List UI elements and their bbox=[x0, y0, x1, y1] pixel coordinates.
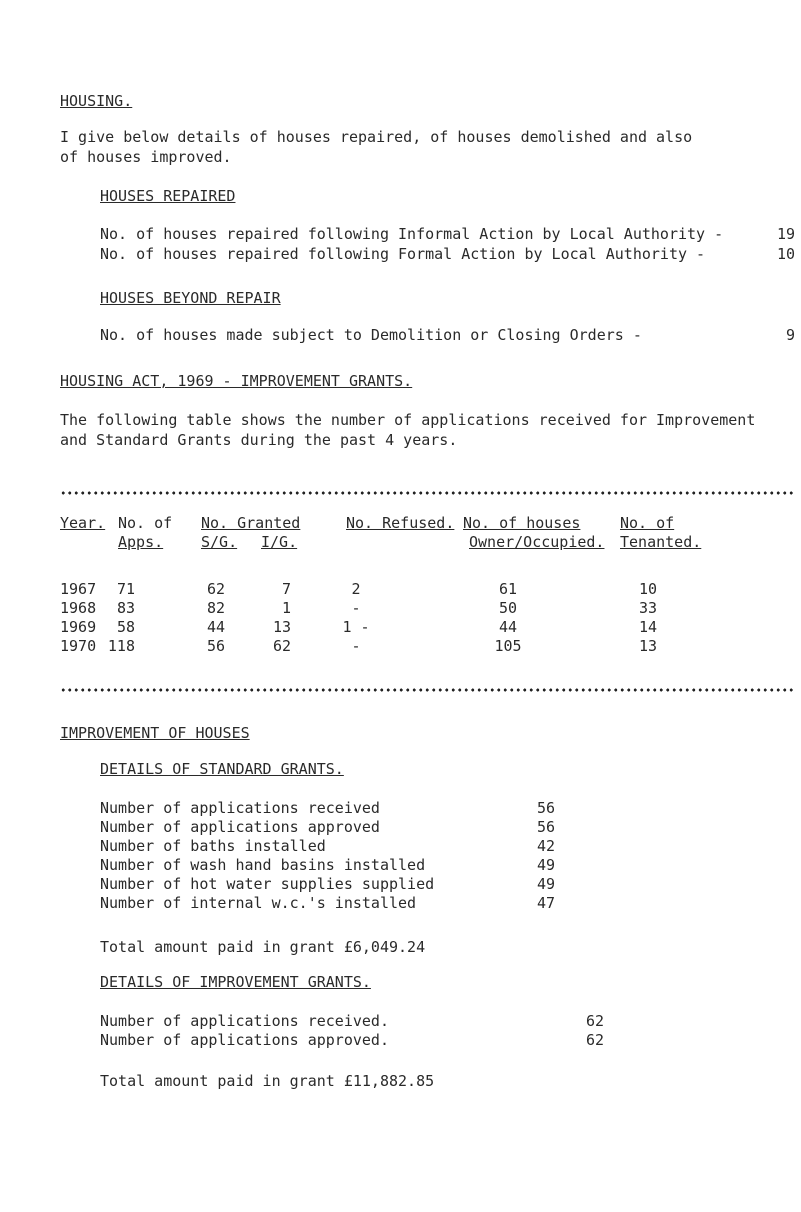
cell-tenanted: 13 bbox=[638, 637, 658, 655]
cell-owner: 61 bbox=[498, 580, 518, 598]
list-item-value: 47 bbox=[536, 894, 555, 912]
repaired-informal-value: 19 bbox=[776, 225, 795, 243]
cell-apps: 118 bbox=[107, 637, 135, 655]
list-item-label: Number of wash hand basins installed bbox=[100, 856, 426, 874]
cell-owner: 50 bbox=[498, 599, 518, 617]
standard-grants-total: Total amount paid in grant £6,049.24 bbox=[100, 938, 426, 956]
cell-year: 1970 bbox=[60, 637, 97, 655]
cell-ig: 62 bbox=[272, 637, 291, 655]
col-header-year: Year. bbox=[60, 514, 106, 532]
list-item-value: 49 bbox=[536, 875, 555, 893]
cell-sg: 82 bbox=[206, 599, 226, 617]
act-heading: HOUSING ACT, 1969 - IMPROVEMENT GRANTS. bbox=[60, 372, 413, 390]
improvement-grants-heading: DETAILS OF IMPROVEMENT GRANTS. bbox=[100, 973, 371, 991]
cell-refused: - bbox=[351, 637, 361, 655]
improvement-grants-total: Total amount paid in grant £11,882.85 bbox=[100, 1072, 435, 1090]
list-item-label: Number of hot water supplies supplied bbox=[100, 875, 435, 893]
standard-grants-heading: DETAILS OF STANDARD GRANTS. bbox=[100, 760, 344, 778]
cell-tenanted: 14 bbox=[638, 618, 658, 636]
cell-ig: 1 bbox=[281, 599, 291, 617]
repaired-informal-text: No. of houses repaired following Informal Action by Local Authority - bbox=[100, 225, 724, 243]
list-item-value: 62 bbox=[585, 1031, 604, 1049]
list-item-label: Number of applications approved. bbox=[100, 1031, 389, 1049]
col-header-apps-1: No. of bbox=[118, 514, 173, 532]
list-item-value: 56 bbox=[536, 799, 555, 817]
col-header-owner-2: Owner/Occupied. bbox=[469, 533, 605, 551]
cell-ig: 7 bbox=[281, 580, 291, 598]
cell-owner: 105 bbox=[494, 637, 522, 655]
col-header-tenanted-1: No. of bbox=[620, 514, 675, 532]
cell-year: 1967 bbox=[60, 580, 97, 598]
list-item-label: Number of applications received. bbox=[100, 1012, 389, 1030]
col-header-sg: S/G. bbox=[201, 533, 238, 551]
list-item-value: 42 bbox=[536, 837, 555, 855]
cell-refused: - bbox=[351, 599, 361, 617]
cell-sg: 44 bbox=[206, 618, 226, 636]
col-header-granted: No. Granted bbox=[201, 514, 301, 532]
intro-line-2: of houses improved. bbox=[60, 148, 232, 166]
list-item-label: Number of applications received bbox=[100, 799, 380, 817]
repaired-formal-text: No. of houses repaired following Formal Action by Local Authority - bbox=[100, 245, 706, 263]
beyond-repair-text: No. of houses made subject to Demolition or Closing Orders - bbox=[100, 326, 642, 344]
list-item-label: Number of baths installed bbox=[100, 837, 326, 855]
repaired-heading: HOUSES REPAIRED bbox=[100, 187, 236, 205]
cell-apps: 83 bbox=[116, 599, 135, 617]
list-item-value: 56 bbox=[536, 818, 555, 836]
act-text-line-2: and Standard Grants during the past 4 years. bbox=[60, 431, 458, 449]
list-item-value: 62 bbox=[585, 1012, 604, 1030]
list-item-label: Number of internal w.c.'s installed bbox=[100, 894, 417, 912]
cell-refused: 2 bbox=[351, 580, 361, 598]
col-header-apps-2: Apps. bbox=[118, 533, 164, 551]
col-header-owner-1: No. of houses bbox=[463, 514, 581, 532]
cell-tenanted: 10 bbox=[638, 580, 658, 598]
col-header-refused: No. Refused. bbox=[346, 514, 455, 532]
cell-ig: 13 bbox=[272, 618, 291, 636]
cell-sg: 56 bbox=[206, 637, 226, 655]
list-item-label: Number of applications approved bbox=[100, 818, 380, 836]
col-header-tenanted-2: Tenanted. bbox=[620, 533, 702, 551]
cell-apps: 58 bbox=[116, 618, 135, 636]
cell-year: 1968 bbox=[60, 599, 97, 617]
repaired-formal-value: 10 bbox=[776, 245, 795, 263]
cell-owner: 44 bbox=[498, 618, 518, 636]
cell-year: 1969 bbox=[60, 618, 97, 636]
page-title: HOUSING. bbox=[60, 92, 133, 110]
beyond-repair-heading: HOUSES BEYOND REPAIR bbox=[100, 289, 281, 307]
dotted-rule-bottom bbox=[60, 688, 795, 692]
list-item-value: 49 bbox=[536, 856, 555, 874]
act-text-line-1: The following table shows the number of applications received for Improvement bbox=[60, 411, 756, 429]
intro-line-1: I give below details of houses repaired, of houses demolished and also bbox=[60, 128, 693, 146]
cell-tenanted: 33 bbox=[638, 599, 658, 617]
dotted-rule-top bbox=[60, 491, 795, 495]
col-header-ig: I/G. bbox=[261, 533, 298, 551]
improvement-heading: IMPROVEMENT OF HOUSES bbox=[60, 724, 250, 742]
cell-sg: 62 bbox=[206, 580, 226, 598]
cell-apps: 71 bbox=[116, 580, 135, 598]
beyond-repair-value: 9 bbox=[785, 326, 795, 344]
cell-refused: 1 - bbox=[342, 618, 370, 636]
